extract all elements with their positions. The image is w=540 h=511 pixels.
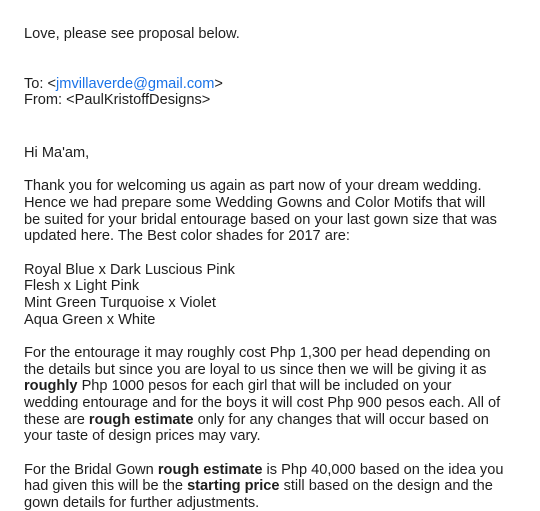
to-suffix: > <box>214 75 223 92</box>
color-combo-list <box>24 262 530 328</box>
to-line <box>24 76 530 93</box>
paragraph-line: these are rough estimate only for any changes that will occur based on <box>24 411 489 428</box>
paragraph-line: had given this will be the starting price still based on the design and the <box>24 478 493 495</box>
paragraph-line: Hence we had prepare some Wedding Gowns and Color Motifs that will <box>24 194 486 211</box>
bold-text: rough estimate <box>157 461 263 478</box>
bold-text: roughly <box>24 378 78 395</box>
intro-line: Love, please see proposal below. <box>24 26 240 42</box>
paragraph-line: be suited for your bridal entourage based on your last gown size that was <box>24 211 497 228</box>
color-combo-item: Royal Blue x Dark Luscious Pink <box>24 261 235 278</box>
paragraph-line: Thank you for welcoming us again as part now of your dream wedding. <box>24 178 482 195</box>
from-line: From: <PaulKristoffDesigns> <box>24 92 211 109</box>
paragraph-line: the details but since you are loyal to us since then we will be giving it as <box>24 361 487 378</box>
paragraph-line: updated here. The Best color shades for 2017 are: <box>24 228 350 245</box>
paragraph-intro <box>24 178 530 244</box>
paragraph-bridal-gown-pricing <box>24 462 530 511</box>
email-body <box>24 26 530 511</box>
paragraph-line: gown details for further adjustments. <box>24 494 260 511</box>
color-combo-item: Mint Green Turquoise x Violet <box>24 294 216 311</box>
bold-text: rough estimate <box>88 411 194 428</box>
color-combo-item: Aqua Green x White <box>24 311 156 328</box>
bold-text: starting price <box>187 478 280 495</box>
paragraph-line: your taste of design prices may vary. <box>24 428 261 445</box>
greeting: Hi Ma'am, <box>24 144 90 161</box>
color-combo-item: Flesh x Light Pink <box>24 278 140 295</box>
to-prefix: To: < <box>24 75 57 92</box>
paragraph-entourage-pricing <box>24 345 530 445</box>
paragraph-line: For the entourage it may roughly cost Php 1,300 per head depending on <box>24 345 491 362</box>
paragraph-line: For the Bridal Gown rough estimate is Php 40,000 based on the idea you <box>24 461 504 478</box>
email-header <box>24 76 530 109</box>
paragraph-line: wedding entourage and for the boys it will cost Php 900 pesos each. All of <box>24 394 501 411</box>
to-email-link[interactable]: jmvillaverde@gmail.com <box>56 75 215 92</box>
paragraph-line: roughly Php 1000 pesos for each girl that will be included on your <box>24 378 452 395</box>
